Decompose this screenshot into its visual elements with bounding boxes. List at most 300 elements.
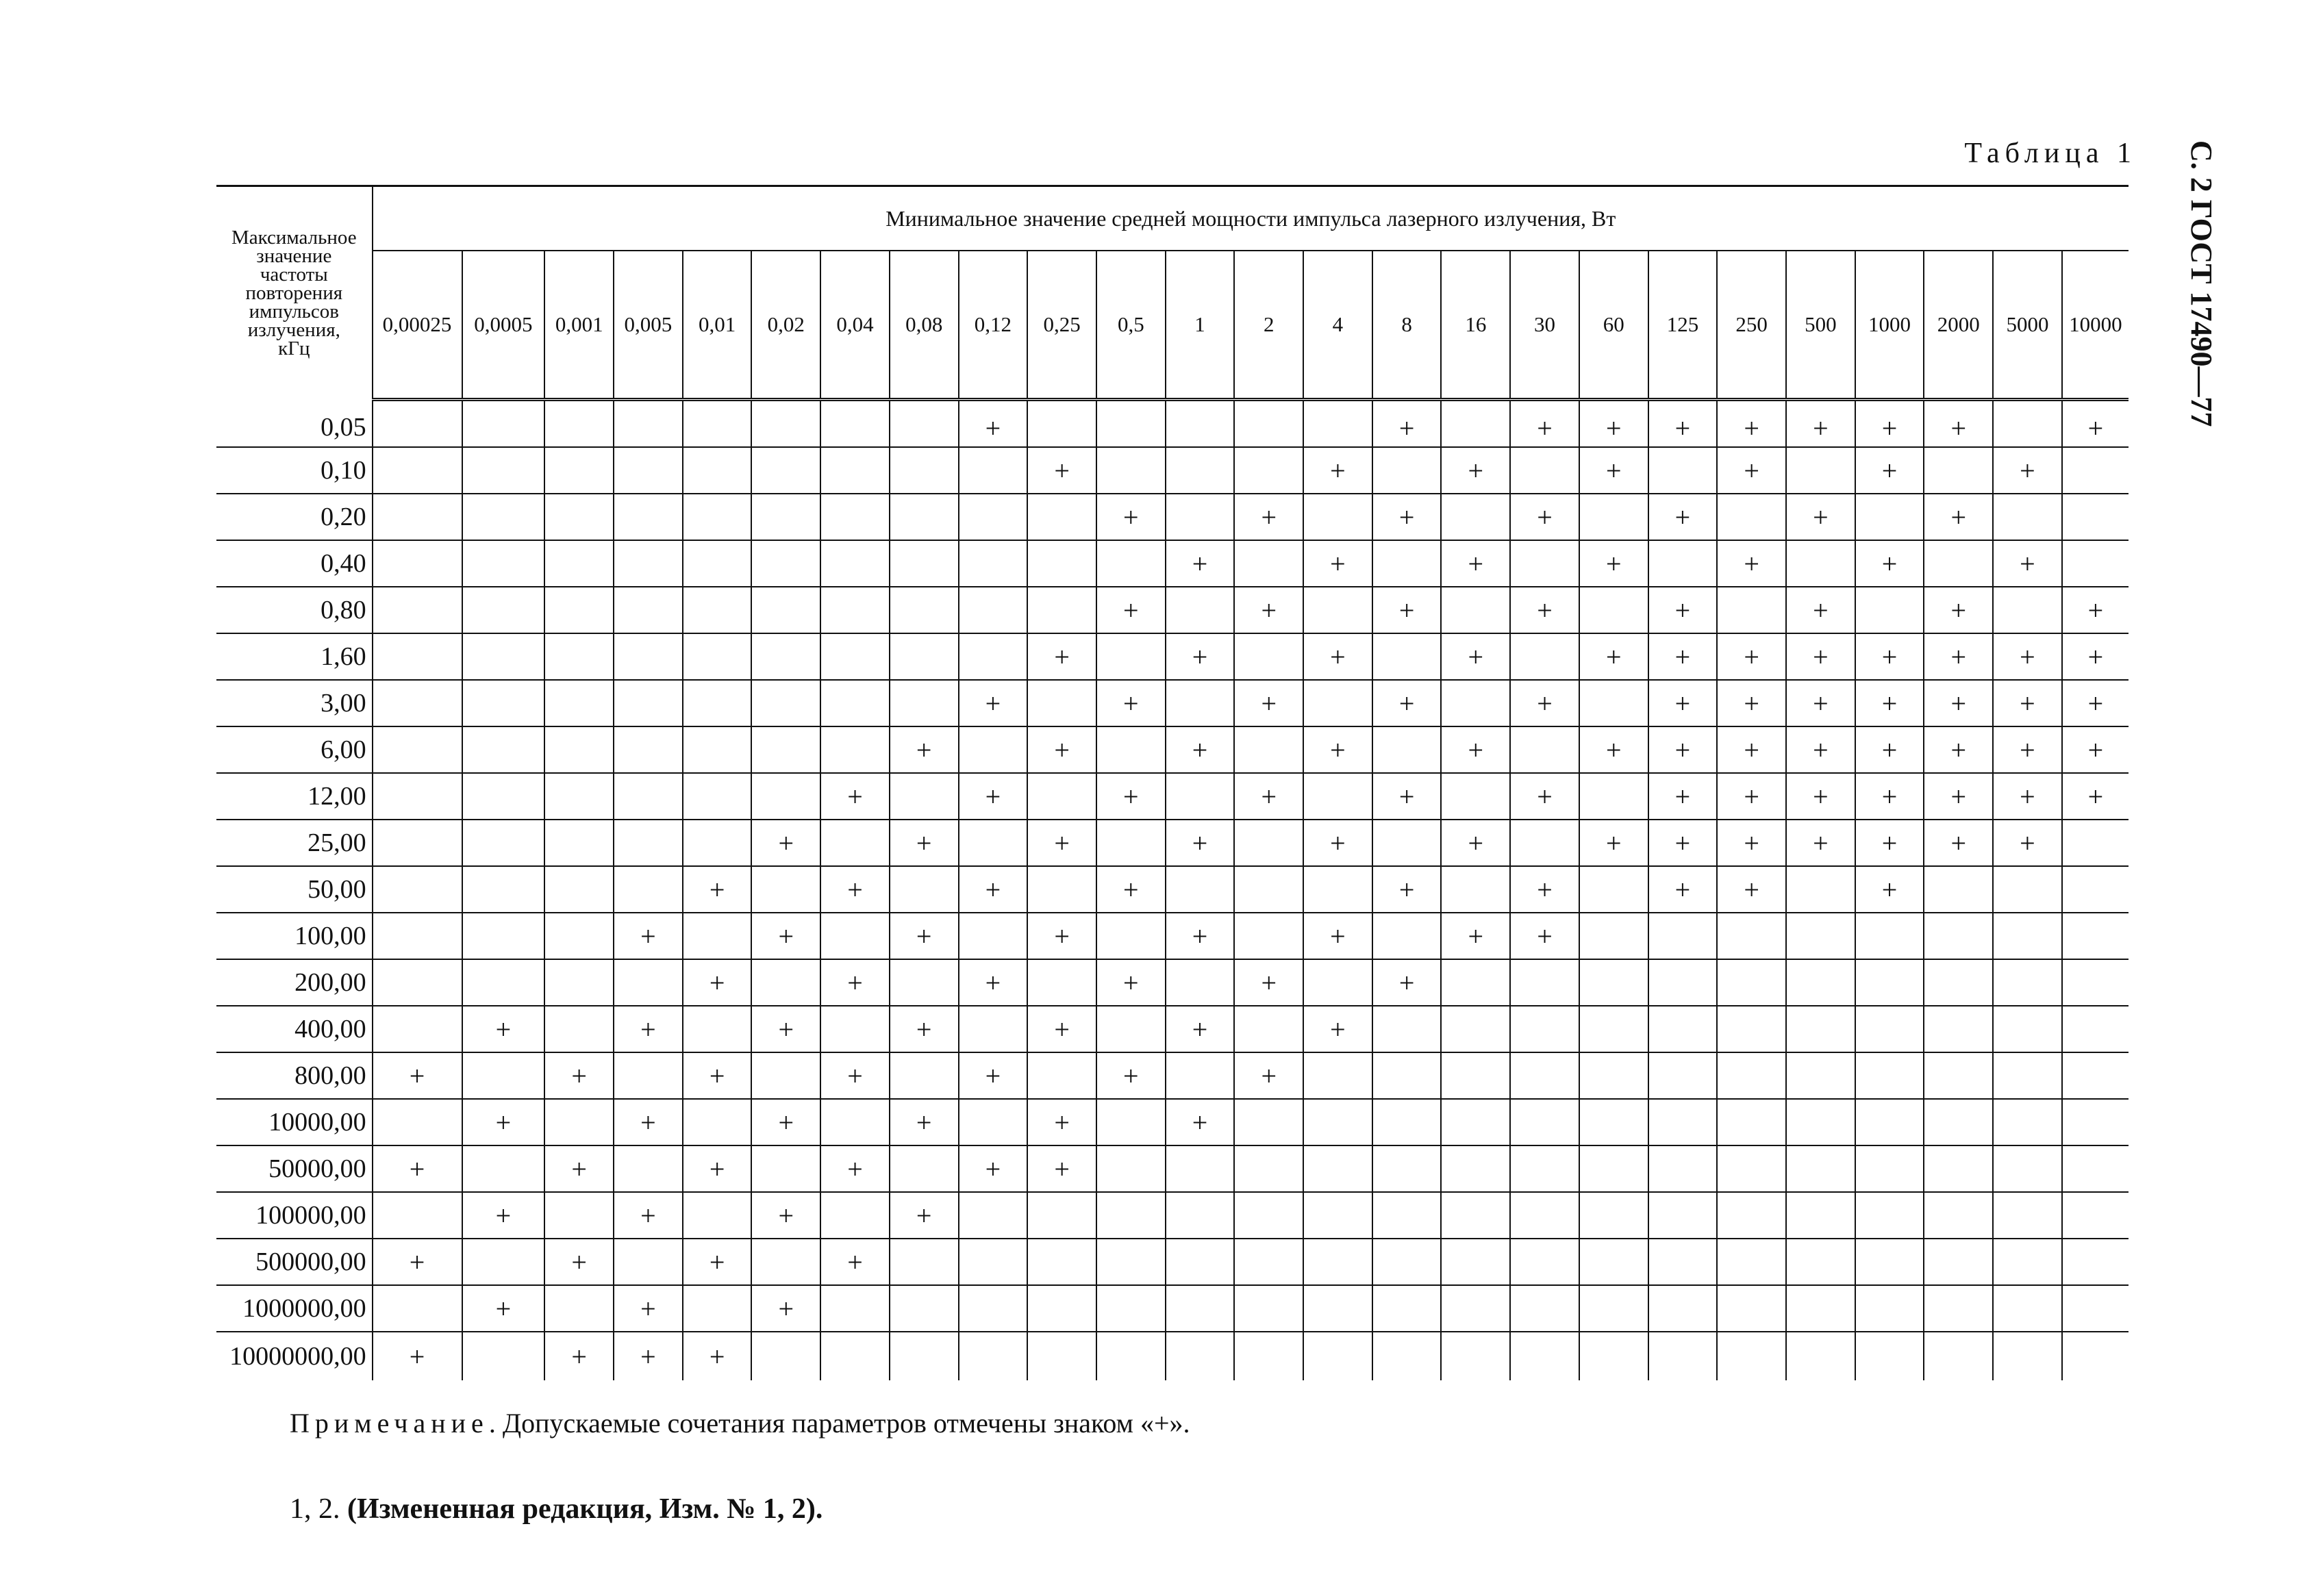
table-cell — [1579, 1239, 1648, 1285]
allowed-mark: + — [614, 913, 683, 959]
table-cell — [1234, 1006, 1303, 1052]
table-cell — [1166, 1052, 1235, 1099]
allowed-mark: + — [959, 773, 1028, 820]
table-cell — [959, 726, 1028, 773]
allowed-mark: + — [820, 1239, 890, 1285]
allowed-mark: + — [683, 1239, 752, 1285]
column-header: 1 — [1166, 251, 1235, 400]
table-cell — [373, 866, 462, 913]
allowed-mark: + — [959, 400, 1028, 448]
table-cell — [1441, 1239, 1510, 1285]
table-cell — [1372, 1332, 1442, 1380]
table-cell — [890, 494, 959, 540]
allowed-mark: + — [1786, 494, 1855, 540]
column-header: 0,12 — [959, 251, 1028, 400]
table-cell — [1096, 400, 1166, 448]
table-cell — [1579, 959, 1648, 1006]
table-row — [216, 1099, 2129, 1145]
column-header: 5000 — [1993, 251, 2062, 400]
column-header: 16 — [1441, 251, 1510, 400]
table-row — [216, 820, 2129, 866]
allowed-mark: + — [1717, 773, 1786, 820]
table-cell — [1372, 1006, 1442, 1052]
table-cell — [462, 913, 545, 959]
table-cell — [1717, 1192, 1786, 1239]
row-label: 500000,00 — [216, 1239, 373, 1285]
allowed-mark: + — [1441, 913, 1510, 959]
row-label: 0,10 — [216, 447, 373, 494]
table-cell — [751, 1332, 820, 1380]
table-cell — [1372, 726, 1442, 773]
table-cell — [820, 447, 890, 494]
allowed-mark: + — [1855, 866, 1924, 913]
allowed-mark: + — [1579, 726, 1648, 773]
table-cell — [1027, 1239, 1096, 1285]
allowed-mark: + — [1510, 680, 1579, 726]
table-cell — [614, 866, 683, 913]
table-cell — [683, 913, 752, 959]
table-cell — [1510, 820, 1579, 866]
allowed-mark: + — [1786, 680, 1855, 726]
table-cell — [2062, 913, 2129, 959]
column-header: 0,04 — [820, 251, 890, 400]
allowed-mark: + — [1786, 820, 1855, 866]
table-cell — [959, 1285, 1028, 1332]
table-cell — [614, 447, 683, 494]
table-cell — [1993, 1239, 2062, 1285]
allowed-mark: + — [1993, 633, 2062, 680]
table-cell — [1648, 1285, 1718, 1332]
row-label: 10000000,00 — [216, 1332, 373, 1380]
table-cell — [1441, 773, 1510, 820]
row-header: Максимальное значение частоты повторения импульсов излучения, кГц — [216, 186, 373, 400]
table-cell — [820, 913, 890, 959]
table-cell — [614, 494, 683, 540]
table-caption: Таблица 1 — [1964, 138, 2137, 169]
table-cell — [1510, 540, 1579, 587]
table-cell — [1510, 1052, 1579, 1099]
allowed-mark: + — [1717, 633, 1786, 680]
row-label: 0,05 — [216, 400, 373, 448]
table-cell — [373, 1285, 462, 1332]
table-note — [290, 1407, 1190, 1439]
table-cell — [1441, 1192, 1510, 1239]
table-cell — [373, 913, 462, 959]
table-cell — [462, 1239, 545, 1285]
table-cell — [1510, 726, 1579, 773]
allowed-mark: + — [890, 726, 959, 773]
allowed-mark: + — [1855, 680, 1924, 726]
row-label: 0,20 — [216, 494, 373, 540]
table-cell — [959, 820, 1028, 866]
allowed-mark: + — [1027, 820, 1096, 866]
column-header: 60 — [1579, 251, 1648, 400]
table-cell — [1648, 1006, 1718, 1052]
allowed-mark: + — [1510, 773, 1579, 820]
allowed-mark: + — [1993, 773, 2062, 820]
table-cell — [2062, 1099, 2129, 1145]
table-cell — [2062, 1239, 2129, 1285]
table-cell — [1924, 447, 1993, 494]
table-cell — [462, 959, 545, 1006]
allowed-mark: + — [890, 913, 959, 959]
table-cell — [890, 633, 959, 680]
allowed-mark: + — [1234, 1052, 1303, 1099]
row-label: 50000,00 — [216, 1145, 373, 1192]
note-text: . Допускаемые сочетания параметров отмечены знаком «+». — [488, 1408, 1190, 1439]
table-cell — [820, 1285, 890, 1332]
table-cell — [1993, 400, 2062, 448]
column-header: 2000 — [1924, 251, 1993, 400]
allowed-mark: + — [1993, 726, 2062, 773]
table-cell — [1096, 1099, 1166, 1145]
table-cell — [1441, 680, 1510, 726]
column-header: 0,25 — [1027, 251, 1096, 400]
allowed-mark: + — [890, 1099, 959, 1145]
table-cell — [373, 540, 462, 587]
table-cell — [1510, 959, 1579, 1006]
table-row — [216, 633, 2129, 680]
row-label: 800,00 — [216, 1052, 373, 1099]
column-header: 30 — [1510, 251, 1579, 400]
table-cell — [1166, 1239, 1235, 1285]
allowed-mark: + — [544, 1239, 614, 1285]
allowed-mark: + — [1096, 680, 1166, 726]
table-cell — [1372, 1192, 1442, 1239]
table-cell — [1234, 400, 1303, 448]
column-header: 500 — [1786, 251, 1855, 400]
table-cell — [1717, 587, 1786, 633]
allowed-mark: + — [820, 1145, 890, 1192]
row-label: 3,00 — [216, 680, 373, 726]
allowed-mark: + — [1372, 866, 1442, 913]
allowed-mark: + — [1717, 400, 1786, 448]
table-cell — [1441, 1052, 1510, 1099]
allowed-mark: + — [1096, 494, 1166, 540]
table-cell — [1786, 1099, 1855, 1145]
allowed-mark: + — [462, 1285, 545, 1332]
column-header: 0,00025 — [373, 251, 462, 400]
table-cell — [683, 773, 752, 820]
allowed-mark: + — [614, 1332, 683, 1380]
allowed-mark: + — [544, 1332, 614, 1380]
table-cell — [1027, 1332, 1096, 1380]
allowed-mark: + — [959, 1145, 1028, 1192]
row-label: 25,00 — [216, 820, 373, 866]
allowed-mark: + — [1510, 866, 1579, 913]
table-cell — [1027, 959, 1096, 1006]
table-cell — [751, 959, 820, 1006]
column-header: 10000 — [2062, 251, 2129, 400]
table-cell — [1096, 633, 1166, 680]
allowed-mark: + — [373, 1239, 462, 1285]
table-cell — [2062, 820, 2129, 866]
table-cell — [1924, 1145, 1993, 1192]
table-row — [216, 866, 2129, 913]
column-header: 2 — [1234, 251, 1303, 400]
table-cell — [1648, 1332, 1718, 1380]
table-cell — [683, 400, 752, 448]
table-cell — [1924, 1052, 1993, 1099]
table-cell — [373, 1099, 462, 1145]
row-label: 6,00 — [216, 726, 373, 773]
page-header: С. 2 ГОСТ 17490—77 — [2185, 140, 2218, 427]
allowed-mark: + — [614, 1192, 683, 1239]
allowed-mark: + — [1027, 1145, 1096, 1192]
table-cell — [1786, 1006, 1855, 1052]
table-row — [216, 1192, 2129, 1239]
allowed-mark: + — [1993, 820, 2062, 866]
allowed-mark: + — [1855, 540, 1924, 587]
allowed-mark: + — [1441, 820, 1510, 866]
allowed-mark: + — [1924, 726, 1993, 773]
allowed-mark: + — [1993, 447, 2062, 494]
table-cell — [1096, 1332, 1166, 1380]
table-cell — [373, 587, 462, 633]
column-header: 4 — [1303, 251, 1372, 400]
allowed-mark: + — [1924, 400, 1993, 448]
allowed-mark: + — [1096, 1052, 1166, 1099]
allowed-mark: + — [1717, 447, 1786, 494]
allowed-mark: + — [1441, 633, 1510, 680]
column-header: 0,005 — [614, 251, 683, 400]
allowed-mark: + — [1786, 587, 1855, 633]
table-cell — [2062, 447, 2129, 494]
table-cell — [1096, 1285, 1166, 1332]
allowed-mark: + — [614, 1285, 683, 1332]
table-cell — [1786, 959, 1855, 1006]
table-cell — [1166, 1145, 1235, 1192]
table-cell — [683, 726, 752, 773]
allowed-mark: + — [2062, 633, 2129, 680]
row-label: 10000,00 — [216, 1099, 373, 1145]
table-cell — [1166, 773, 1235, 820]
table-cell — [614, 680, 683, 726]
table-row — [216, 726, 2129, 773]
table-cell — [1717, 1052, 1786, 1099]
column-group-header: Минимальное значение средней мощности импульса лазерного излучения, Вт — [373, 186, 2129, 251]
column-header: 250 — [1717, 251, 1786, 400]
table-cell — [1717, 1239, 1786, 1285]
table-cell — [1855, 1285, 1924, 1332]
table-cell — [1303, 1145, 1372, 1192]
table-row — [216, 540, 2129, 587]
allowed-mark: + — [820, 773, 890, 820]
table-cell — [544, 866, 614, 913]
table-cell — [614, 726, 683, 773]
table-cell — [462, 1145, 545, 1192]
table-cell — [1303, 680, 1372, 726]
table-cell — [544, 1099, 614, 1145]
table-cell — [1234, 1099, 1303, 1145]
table-cell — [462, 820, 545, 866]
table-cell — [1993, 1006, 2062, 1052]
allowed-mark: + — [1510, 400, 1579, 448]
table-cell — [1717, 1099, 1786, 1145]
allowed-mark: + — [1096, 959, 1166, 1006]
allowed-mark: + — [1027, 726, 1096, 773]
allowed-mark: + — [890, 1006, 959, 1052]
table-cell — [1579, 1285, 1648, 1332]
table-cell — [959, 1006, 1028, 1052]
table-cell — [2062, 1332, 2129, 1380]
table-cell — [1096, 820, 1166, 866]
allowed-mark: + — [373, 1145, 462, 1192]
table-cell — [1303, 1099, 1372, 1145]
allowed-mark: + — [820, 959, 890, 1006]
table-cell — [751, 1052, 820, 1099]
allowed-mark: + — [1372, 773, 1442, 820]
allowed-mark: + — [1303, 540, 1372, 587]
table-cell — [1166, 447, 1235, 494]
table-cell — [1234, 866, 1303, 913]
table-cell — [1027, 680, 1096, 726]
allowed-mark: + — [1579, 447, 1648, 494]
table-cell — [1924, 913, 1993, 959]
table-cell — [462, 1332, 545, 1380]
amendment-bold: (Измененная редакция, Изм. № 1, 2). — [347, 1493, 823, 1525]
table-cell — [1166, 1285, 1235, 1332]
amendment-prefix: 1, 2. — [290, 1493, 347, 1525]
table-cell — [544, 540, 614, 587]
allowed-mark: + — [751, 913, 820, 959]
table-cell — [1855, 1192, 1924, 1239]
note-prefix: Примечание — [290, 1408, 489, 1439]
allowed-mark: + — [751, 1192, 820, 1239]
table-cell — [1372, 1099, 1442, 1145]
column-header: 0,5 — [1096, 251, 1166, 400]
table-cell — [373, 680, 462, 726]
allowed-mark: + — [959, 866, 1028, 913]
table-cell — [1648, 913, 1718, 959]
table-cell — [1579, 913, 1648, 959]
table-cell — [373, 1192, 462, 1239]
table-cell — [751, 447, 820, 494]
table-cell — [462, 400, 545, 448]
table-cell — [820, 1006, 890, 1052]
allowed-mark: + — [1096, 866, 1166, 913]
allowed-mark: + — [683, 1145, 752, 1192]
allowed-mark: + — [1579, 820, 1648, 866]
allowed-mark: + — [614, 1006, 683, 1052]
table-cell — [751, 773, 820, 820]
table-cell — [890, 1052, 959, 1099]
table-cell — [1372, 1285, 1442, 1332]
table-cell — [1166, 1332, 1235, 1380]
allowed-mark: + — [1924, 633, 1993, 680]
table-cell — [1234, 726, 1303, 773]
table-cell — [751, 1239, 820, 1285]
table-cell — [544, 400, 614, 448]
allowed-mark: + — [1648, 400, 1718, 448]
table-cell — [1166, 866, 1235, 913]
table-cell — [1648, 1192, 1718, 1239]
table-cell — [1234, 1145, 1303, 1192]
table-cell — [1096, 1006, 1166, 1052]
allowed-mark: + — [1648, 726, 1718, 773]
table-cell — [1855, 1332, 1924, 1380]
allowed-mark: + — [683, 1052, 752, 1099]
table-cell — [683, 1192, 752, 1239]
table-cell — [1303, 1239, 1372, 1285]
table-cell — [959, 1099, 1028, 1145]
allowed-mark: + — [1027, 1099, 1096, 1145]
allowed-mark: + — [1717, 540, 1786, 587]
allowed-mark: + — [890, 820, 959, 866]
allowed-mark: + — [2062, 680, 2129, 726]
table-cell — [1027, 773, 1096, 820]
allowed-mark: + — [1234, 773, 1303, 820]
table-cell — [751, 726, 820, 773]
table-cell — [1579, 494, 1648, 540]
table-cell — [1855, 959, 1924, 1006]
table-cell — [1579, 1192, 1648, 1239]
allowed-mark: + — [1648, 680, 1718, 726]
allowed-mark: + — [820, 866, 890, 913]
table-cell — [373, 959, 462, 1006]
table-cell — [820, 400, 890, 448]
allowed-mark: + — [890, 1192, 959, 1239]
allowed-mark: + — [959, 959, 1028, 1006]
allowed-mark: + — [683, 866, 752, 913]
table-cell — [2062, 1192, 2129, 1239]
table-cell — [1372, 820, 1442, 866]
table-cell — [373, 820, 462, 866]
table-cell — [1579, 1145, 1648, 1192]
table-cell — [1717, 1006, 1786, 1052]
table-cell — [1786, 1332, 1855, 1380]
allowed-mark: + — [1786, 633, 1855, 680]
table-cell — [462, 447, 545, 494]
table-cell — [683, 633, 752, 680]
table-cell — [1234, 540, 1303, 587]
allowed-mark: + — [751, 1006, 820, 1052]
table-cell — [2062, 866, 2129, 913]
table-cell — [1786, 866, 1855, 913]
table-cell — [462, 494, 545, 540]
row-label: 200,00 — [216, 959, 373, 1006]
table-cell — [1234, 1239, 1303, 1285]
allowed-mark: + — [544, 1052, 614, 1099]
table-cell — [1579, 1052, 1648, 1099]
table-cell — [544, 913, 614, 959]
table-cell — [1648, 1099, 1718, 1145]
table-cell — [890, 1285, 959, 1332]
table-cell — [1579, 1099, 1648, 1145]
allowed-mark: + — [373, 1052, 462, 1099]
table-cell — [1648, 1239, 1718, 1285]
table-cell — [2062, 959, 2129, 1006]
table-cell — [1993, 494, 2062, 540]
allowed-mark: + — [1855, 633, 1924, 680]
table-cell — [462, 726, 545, 773]
allowed-mark: + — [1234, 959, 1303, 1006]
allowed-mark: + — [2062, 587, 2129, 633]
table-cell — [1648, 959, 1718, 1006]
table-cell — [890, 680, 959, 726]
table-cell — [614, 633, 683, 680]
table-cell — [1924, 540, 1993, 587]
table-cell — [1924, 1006, 1993, 1052]
table-cell — [1579, 866, 1648, 913]
table-row — [216, 959, 2129, 1006]
allowed-mark: + — [1372, 400, 1442, 448]
table-cell — [1303, 400, 1372, 448]
table-cell — [1717, 1285, 1786, 1332]
table-cell — [373, 400, 462, 448]
table-cell — [959, 1332, 1028, 1380]
allowed-mark: + — [462, 1006, 545, 1052]
